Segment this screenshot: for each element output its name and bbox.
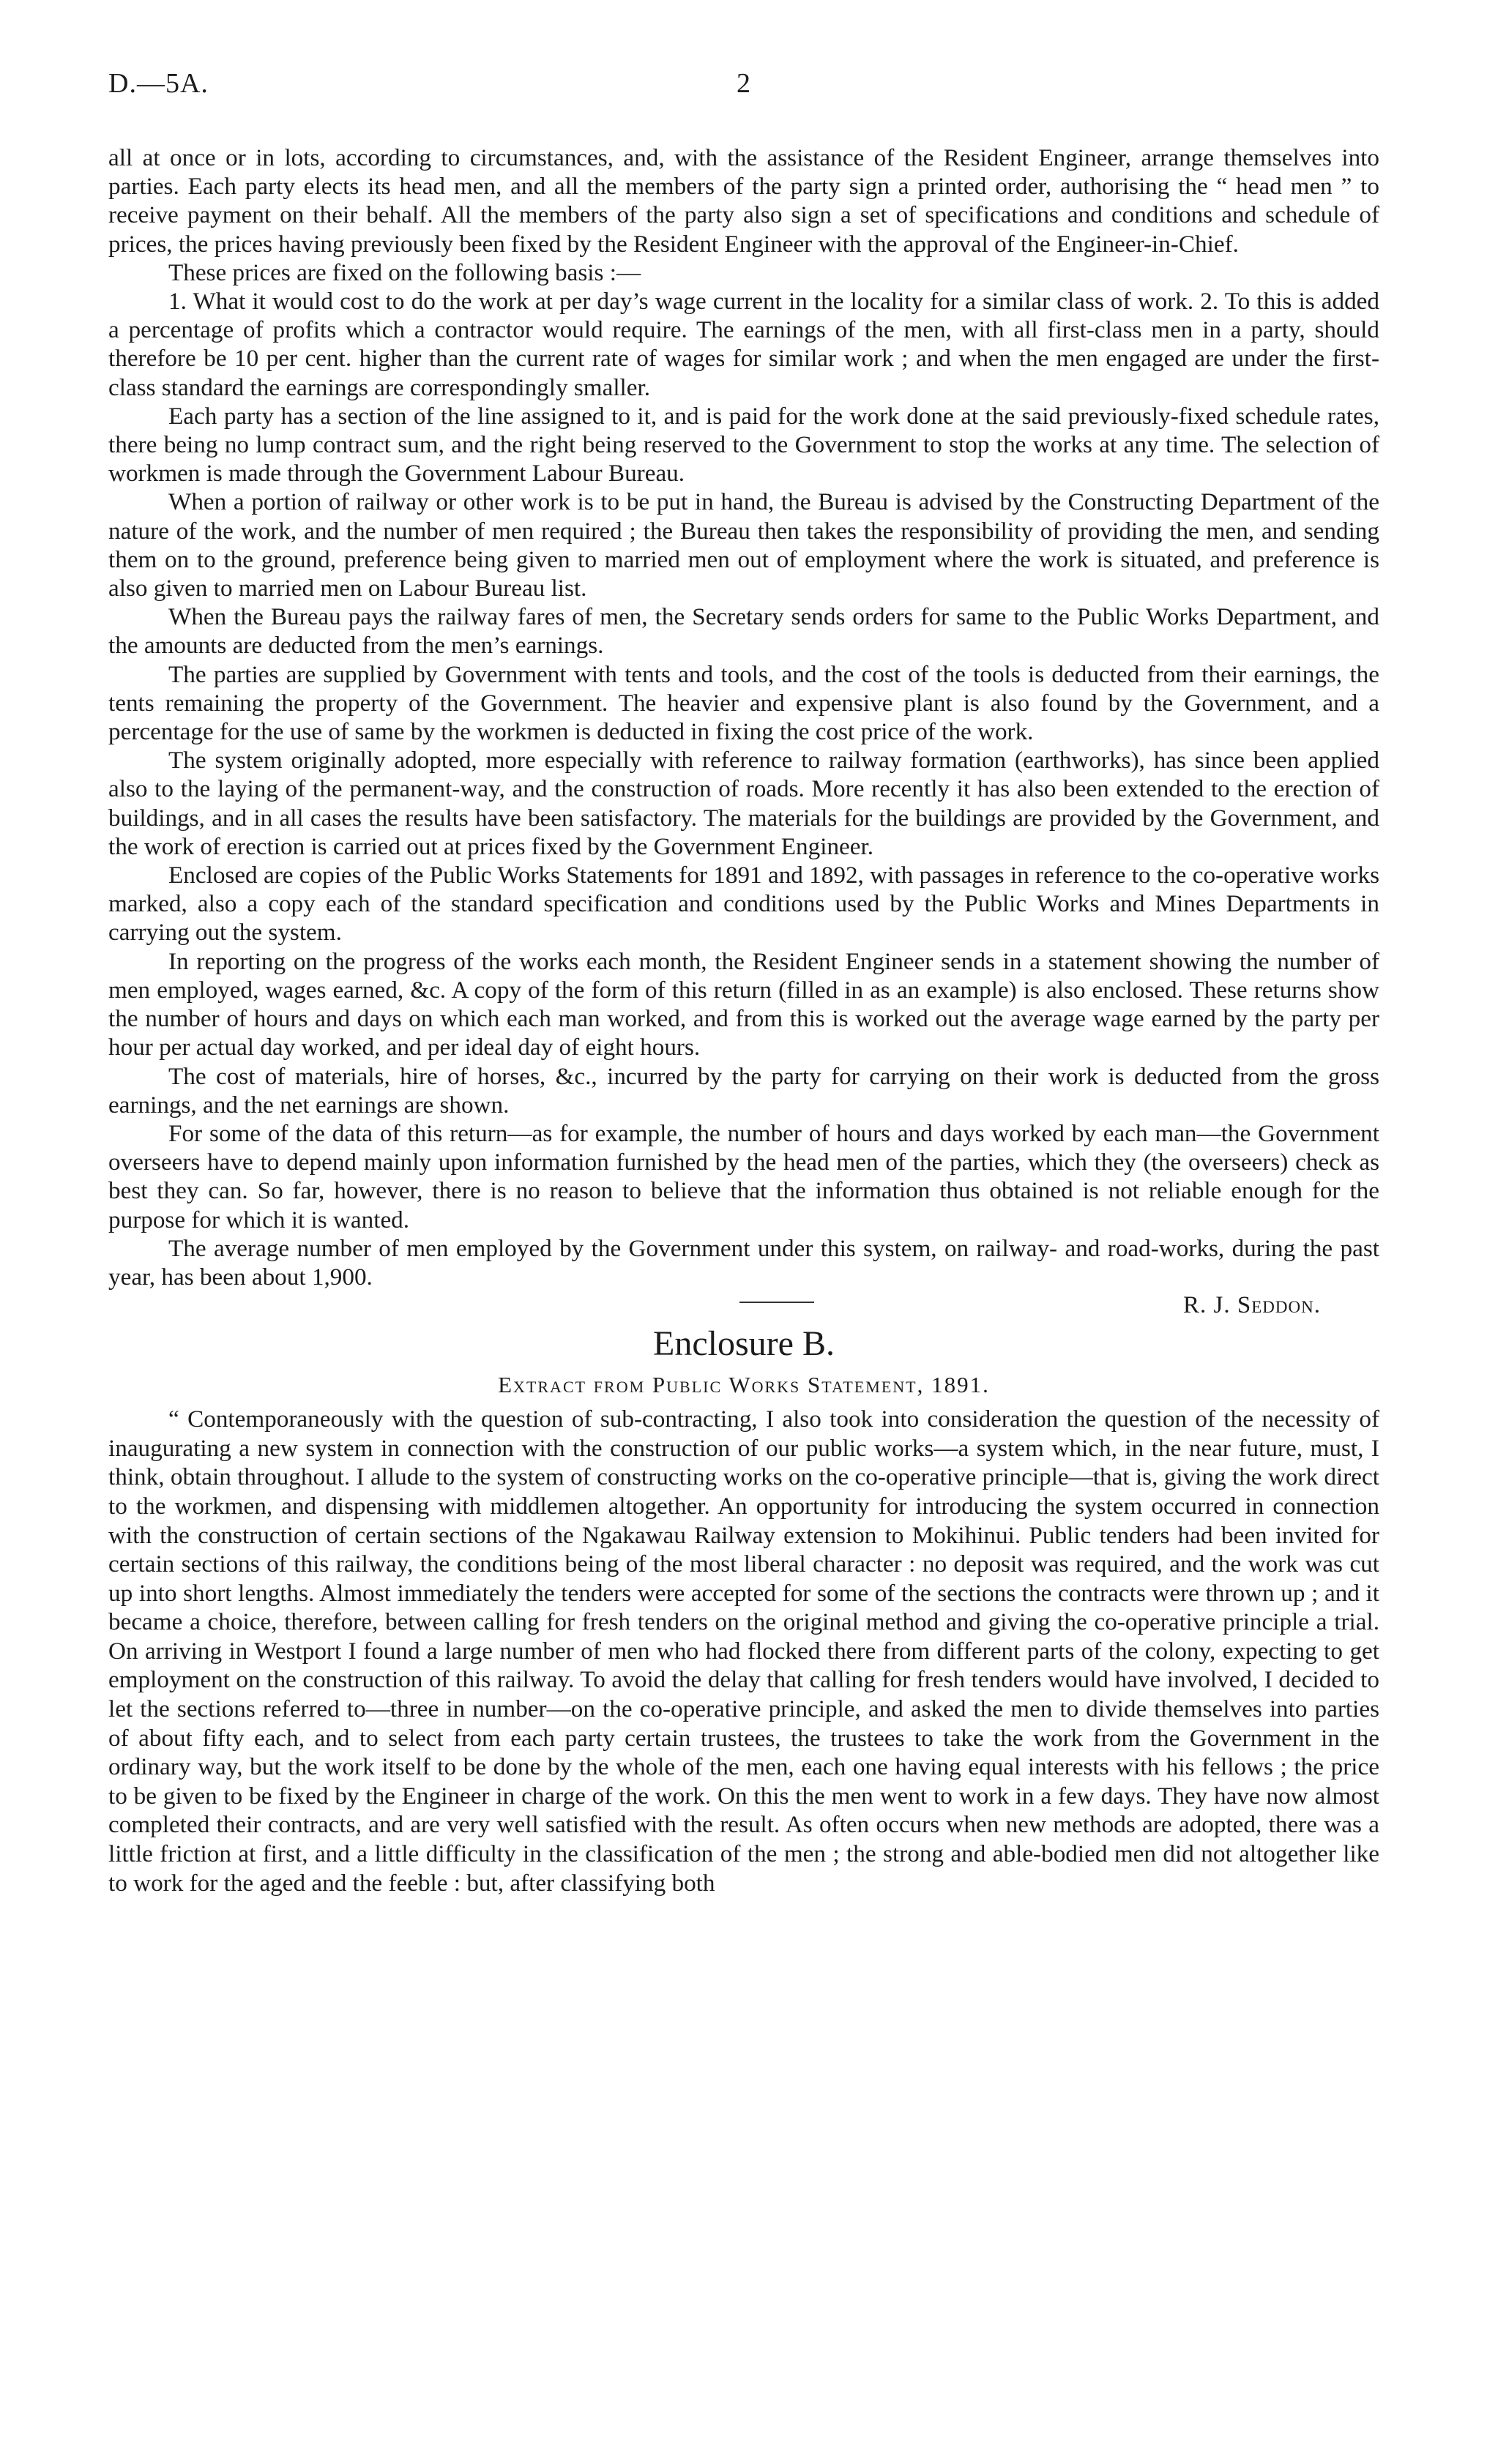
signature: R. J. Seddon. — [1183, 1292, 1321, 1319]
paragraph: These prices are fixed on the following basis :— — [168, 258, 641, 286]
paragraph: For some of the data of this return—as for example, the number of hours and days worked by each man—the Government overseers have to depend mainly upon information furnished by the head men of the parties, which they (the overseers) check as best they can. So far, however, there is no reason to believe that the information thus obtained is not reliable enough for the purpose for which it is wanted. — [108, 1119, 1379, 1233]
extract-subtitle: Extract from Public Works Statement, 1891. — [498, 1372, 990, 1398]
page-header — [108, 67, 1379, 111]
paragraph: The system originally adopted, more especially with reference to railway formation (earthworks), has since been applied also to the laying of the permanent-way, and the construction of roads. More recently it has also been extended to the erection of buildings, and in all cases the results have been satisfactory. The materials for the buildings are provided by the Government, and the work of erection is carried out at prices fixed by the Government Engineer. — [108, 747, 1379, 860]
paragraph: The average number of men employed by the Government under this system, on railway- and road-works, during the past year, has been about 1,900. — [108, 1234, 1379, 1291]
section-divider — [739, 1302, 814, 1303]
page-number: 2 — [737, 68, 750, 99]
paragraph: 1. What it would cost to do the work at per day’s wage current in the locality for a similar class of work. 2. To this is added a percentage of profits which a contractor would require. The earnings of the men, with all first-class men in a party, should therefore be 10 per cent. higher than the current rate of wages for similar work ; and when the men engaged are under the first-class standard the earnings are correspondingly smaller. — [108, 288, 1379, 401]
document-reference: D.—5A. — [108, 68, 209, 99]
paragraph: The cost of materials, hire of horses, &c., incurred by the party for carrying on their work is deducted from the gross earnings, and the net earnings are shown. — [108, 1062, 1379, 1119]
signature-row — [108, 1291, 1379, 1320]
enclosure-title: Enclosure B. — [653, 1324, 835, 1364]
paragraph: Each party has a section of the line assigned to it, and is paid for the work done at the said previously-fixed schedule rates, there being no lump contract sum, and the right being reserved to the Government to stop the works at any time. The selection of workmen is made through the Government Labour Bureau. — [108, 402, 1379, 488]
quoted-extract: “ Contemporaneously with the question of sub-contracting, I also took into consideration the question of the necessity of inaugurating a new system in connection with the construction of our public works—a system which, in the near future, must, I think, obtain throughout. I allude to the system of constructing works on the co-operative principle—that is, giving the work direct to the workmen, and dispensing with middlemen altogether. An opportunity for introducing the system occurred in connection with the construction of certain sections of the Ngakawau Railway extension to Mokihinui. Public tenders had been invited for certain sections of this railway, the conditions being of the most liberal character : no deposit was required, and the work was cut up into short lengths. Almost immediately the tenders were accepted for some of the sections the contracts were thrown up ; and it became a choice, therefore, between calling for fresh tenders on the original method and giving the co-operative principle a trial. On arriving in Westport I found a large number of men who had flocked there from different parts of the colony, expecting to get employment on the construction of this railway. To avoid the delay that calling for fresh tenders would have involved, I decided to let the sections referred to—three in number—on the co-operative principle, and asked the men to divide themselves into parties of about fifty each, and to select from each party certain trustees, the trustees to take the work from the Government in the ordinary way, but the work itself to be done by the whole of the men, each one having equal interests with his fellows ; the price to be given to be fixed by the Engineer in charge of the work. On this the men went to work in a few days. They have now almost completed their contracts, and are very well satisfied with the result. As often occurs when new methods are adopted, there was a little friction at first, and a little difficulty in the classification of the men ; the strong and able-bodied men did not altogether like to work for the aged and the feeble : but, after classifying both — [108, 1405, 1379, 1897]
body-text — [108, 143, 1379, 1897]
paragraph: When a portion of railway or other work is to be put in hand, the Bureau is advised by the Constructing Department of the nature of the work, and the number of men required ; the Bureau then takes the responsibility of providing the men, and sending them on to the ground, preference being given to married men out of employment where the work is situated, and preference is also given to married men on Labour Bureau list. — [108, 488, 1379, 602]
paragraph: When the Bureau pays the railway fares of men, the Secretary sends orders for same to the Public Works Department, and the amounts are deducted from the men’s earnings. — [108, 603, 1379, 660]
paragraph: In reporting on the progress of the works each month, the Resident Engineer sends in a statement showing the number of men employed, wages earned, &c. A copy of the form of this return (filled in as an example) is also enclosed. These returns show the number of hours and days on which each man worked, and from this is worked out the average wage earned by the party per hour per actual day worked, and per ideal day of eight hours. — [108, 947, 1379, 1061]
paragraph: all at once or in lots, according to circumstances, and, with the assistance of the Resident Engineer, arrange themselves into parties. Each party elects its head men, and all the members of the party sign a printed order, authorising the “ head men ” to receive payment on their behalf. All the members of the party also sign a set of specifications and conditions and schedule of prices, the prices having previously been fixed by the Resident Engineer with the approval of the Engineer-in-Chief. — [108, 144, 1379, 258]
paragraph: The parties are supplied by Government with tents and tools, and the cost of the tools is deducted from their earnings, the tents remaining the property of the Government. The heavier and expensive plant is also found by the Government, and a percentage for the use of same by the workmen is deducted in fixing the cost price of the work. — [108, 660, 1379, 746]
paragraph: Enclosed are copies of the Public Works Statements for 1891 and 1892, with passages in reference to the co-operative works marked, also a copy each of the standard specification and conditions used by the Public Works and Mines Departments in carrying out the system. — [108, 862, 1379, 947]
